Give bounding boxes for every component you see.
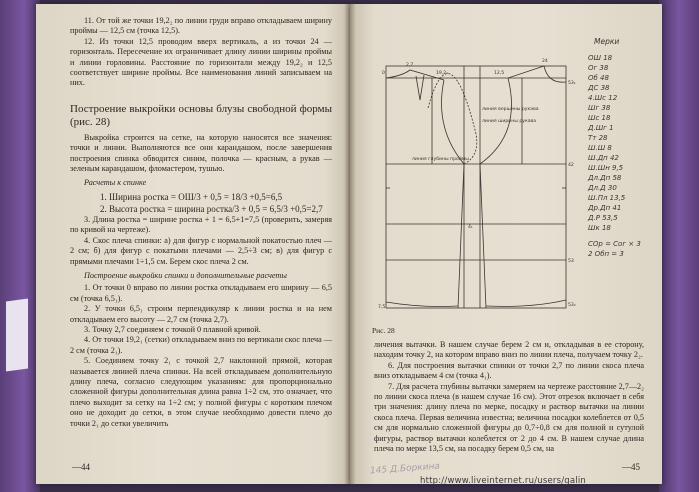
measure-15: Ш.Пл 13,5 xyxy=(588,194,626,202)
point-53-2: 53₂ xyxy=(568,303,576,308)
measure-20: 2 Обп = 3 xyxy=(588,250,624,258)
calc-title: Расчеты к спинке xyxy=(84,178,147,188)
right-paragraph-3: 7. Для расчета глубины вытачки замеряем на чертеже расстояние 2,7—2₂ по линии скоса плеча (в нашем случае 16 см). Этот отрезок включает в себя три значения: длину плеча по мерке, посадку и раствор вытачки на линии скоса плеча. Первая величина известна; величина посадки колеблется от 0,5 см для нормально сложенной фигуры до 0,7÷0,8 см для полной и сутулой фигуры, раствор вытачки колеблется от 2 до 4 см. В нашем случае длина плеча по мерке 13,5 см, на посадку берем 0,5 см, на xyxy=(374,381,644,454)
left-page-number: —44 xyxy=(72,462,90,472)
right-page-text xyxy=(374,340,644,454)
point-53-1: 53₁ xyxy=(568,81,576,86)
measure-3: Об 48 xyxy=(588,74,609,82)
figure-caption: Рис. 28 xyxy=(372,326,395,335)
book-cover-right xyxy=(659,0,699,492)
point-7-5: 7,5 xyxy=(378,305,386,310)
measure-11: Ш.Дп 42 xyxy=(588,154,619,162)
point-4: 4₁ xyxy=(468,225,473,230)
measure-5: 4.Шс 12 xyxy=(588,94,618,102)
right-paragraph-2: 6. Для построения вытачки спинки от точки 2,7 по линии скоса плеча вниз откладываем 4 см (точка 4₁). xyxy=(374,360,644,381)
step-5: 5. Соединяем точку 2₁ с точкой 2,7 наклонной прямой, которая называется линией плеча спинки. На всей откладываем дополнительную длину плеча, согласно следующим указаниям: для пропорционально сложенной фигуры дополнительная длина равна 1÷2 см, это означает, что плечо выходит за сетку на 1÷2 см; у полной фигуры с коротким плечом оно не доходит до сетки, в этом случае необходимо довести плечо до точки 2₁ до сетки увеличить xyxy=(70,356,332,428)
watermark-url: http://www.liveinternet.ru/users/galin xyxy=(420,476,586,486)
armhole-label: линия вершины рукава xyxy=(482,107,539,112)
formula-1: 1. Ширина ростка = ОШ/3 + 0,5 = 18/3 +0,5=6,5 xyxy=(100,191,283,202)
formula-3: 3. Длина ростка = ширине ростка + 1 = 6,5+1=7,5 (проверить, замеряя по кривой на чертеже). xyxy=(70,214,332,235)
measure-17: Д.Р 53,5 xyxy=(588,214,618,222)
measure-10: Ш.Ш 8 xyxy=(588,144,612,152)
point-19-2: 19,2₁ xyxy=(436,71,449,76)
grid-outline xyxy=(386,66,566,308)
measure-7: Шс 18 xyxy=(588,114,611,122)
formula-2: 2. Высота ростка = ширина ростка/3 + 0,5 = 6,5/3 +0,5=2,7 xyxy=(100,203,323,214)
intro-paragraph: Выкройка строится на сетке, на которую наносятся все значения: точки и линии. Выполняются все они карандашом, после завершения построения спинка обводится синим, полочка — красным, а рукав — зеленым карандашом, фломастером, тушью. xyxy=(70,132,332,174)
book-gutter xyxy=(344,4,356,484)
book-cover-left xyxy=(0,0,40,492)
point-42: 42 xyxy=(568,163,574,168)
measure-8: Д.Шг 1 xyxy=(588,124,614,132)
build-title: Построение выкройки спинки и дополнительные расчеты xyxy=(84,270,287,280)
left-page-text xyxy=(70,16,332,429)
right-page-number: —45 xyxy=(622,462,640,472)
measure-14: Дл.Д 30 xyxy=(588,184,617,192)
section-heading: Построение выкройки основы блузы свободной формы (рис. 28) xyxy=(70,102,332,128)
cover-label-strip xyxy=(6,298,28,371)
measures-column xyxy=(588,38,652,268)
measure-1: ОШ 18 xyxy=(588,54,613,62)
step-4: 4. От точки 19,2₁ (сетки) откладываем вниз по вертикали скос плеча — 2 см (точка 2₁). xyxy=(70,335,332,355)
measure-4: ДС 38 xyxy=(588,84,610,92)
measure-9: Тт 28 xyxy=(588,134,608,142)
pattern-diagram xyxy=(372,38,586,316)
sleeve-width-label: линия ширины рукава xyxy=(482,119,537,124)
paragraph-11: 11. От той же точки 19,2₂ по линии груди вправо откладываем ширину проймы — 12,5 см (точка 12,5). xyxy=(70,16,332,36)
paragraph-12: 12. Из точки 12,5 проводим вверх вертикаль, а из точки 24 — горизонталь. Пересечение их ограничивает длину линии ширины проймы и линии горловины. Расстояние по горизонтали между 19,2₂ и 12,5 соответствует ширине проймы. Все наименования линий записываем на них. xyxy=(70,36,332,88)
step-2: 2. У точки 6,5₁ строим перпендикуляр к линии ростка и на нем откладываем его высоту — 2,7 см (точка 2,7). xyxy=(70,304,332,324)
pencil-note: 145 Д.Боркина xyxy=(369,461,441,477)
measure-12: Ш.Шн 9,5 xyxy=(588,164,624,172)
measure-18: Шк 18 xyxy=(588,224,611,232)
right-paragraph-1: личения вытачки. В нашем случае берем 2 см и, откладывая в ее сторону, находим точку 2, на котором вправо вниз по линии плеча, получаем точку 2₂. xyxy=(374,340,644,360)
point-53: 53 xyxy=(568,259,574,264)
paragraph-4: 4. Скос плеча спинки: а) для фигур с нормальной покатостью плеч — 2 см; б) для фигур с покатыми плечами — 2,5÷3 см; в) для фигур с прямыми плечами 1÷1,5 см. Берем скос плеча 2 см. xyxy=(70,235,332,266)
point-24: 24 xyxy=(542,59,548,64)
point-2-7: 2,7 xyxy=(406,63,414,68)
step-3: 3. Точку 2,7 соединяем с точкой 0 плавной кривой. xyxy=(84,324,261,334)
measure-13: Дл.Дп 58 xyxy=(588,174,622,182)
measure-16: Др.Дп 41 xyxy=(588,204,622,212)
step-1: 1. От точки 0 вправо по линии ростка откладываем его ширину — 6,5 см (точка 6,5₁). xyxy=(70,283,332,303)
measure-6: Шг 38 xyxy=(588,104,611,112)
measure-19: СОр = Сог × 3 xyxy=(588,240,641,248)
measure-2: Ог 38 xyxy=(588,64,609,72)
point-12-5: 12,5 xyxy=(494,71,505,76)
armhole-depth-label: линия глубины проймы xyxy=(412,157,469,162)
point-0: 0 xyxy=(382,71,385,76)
measures-title: Мерки xyxy=(594,37,620,46)
